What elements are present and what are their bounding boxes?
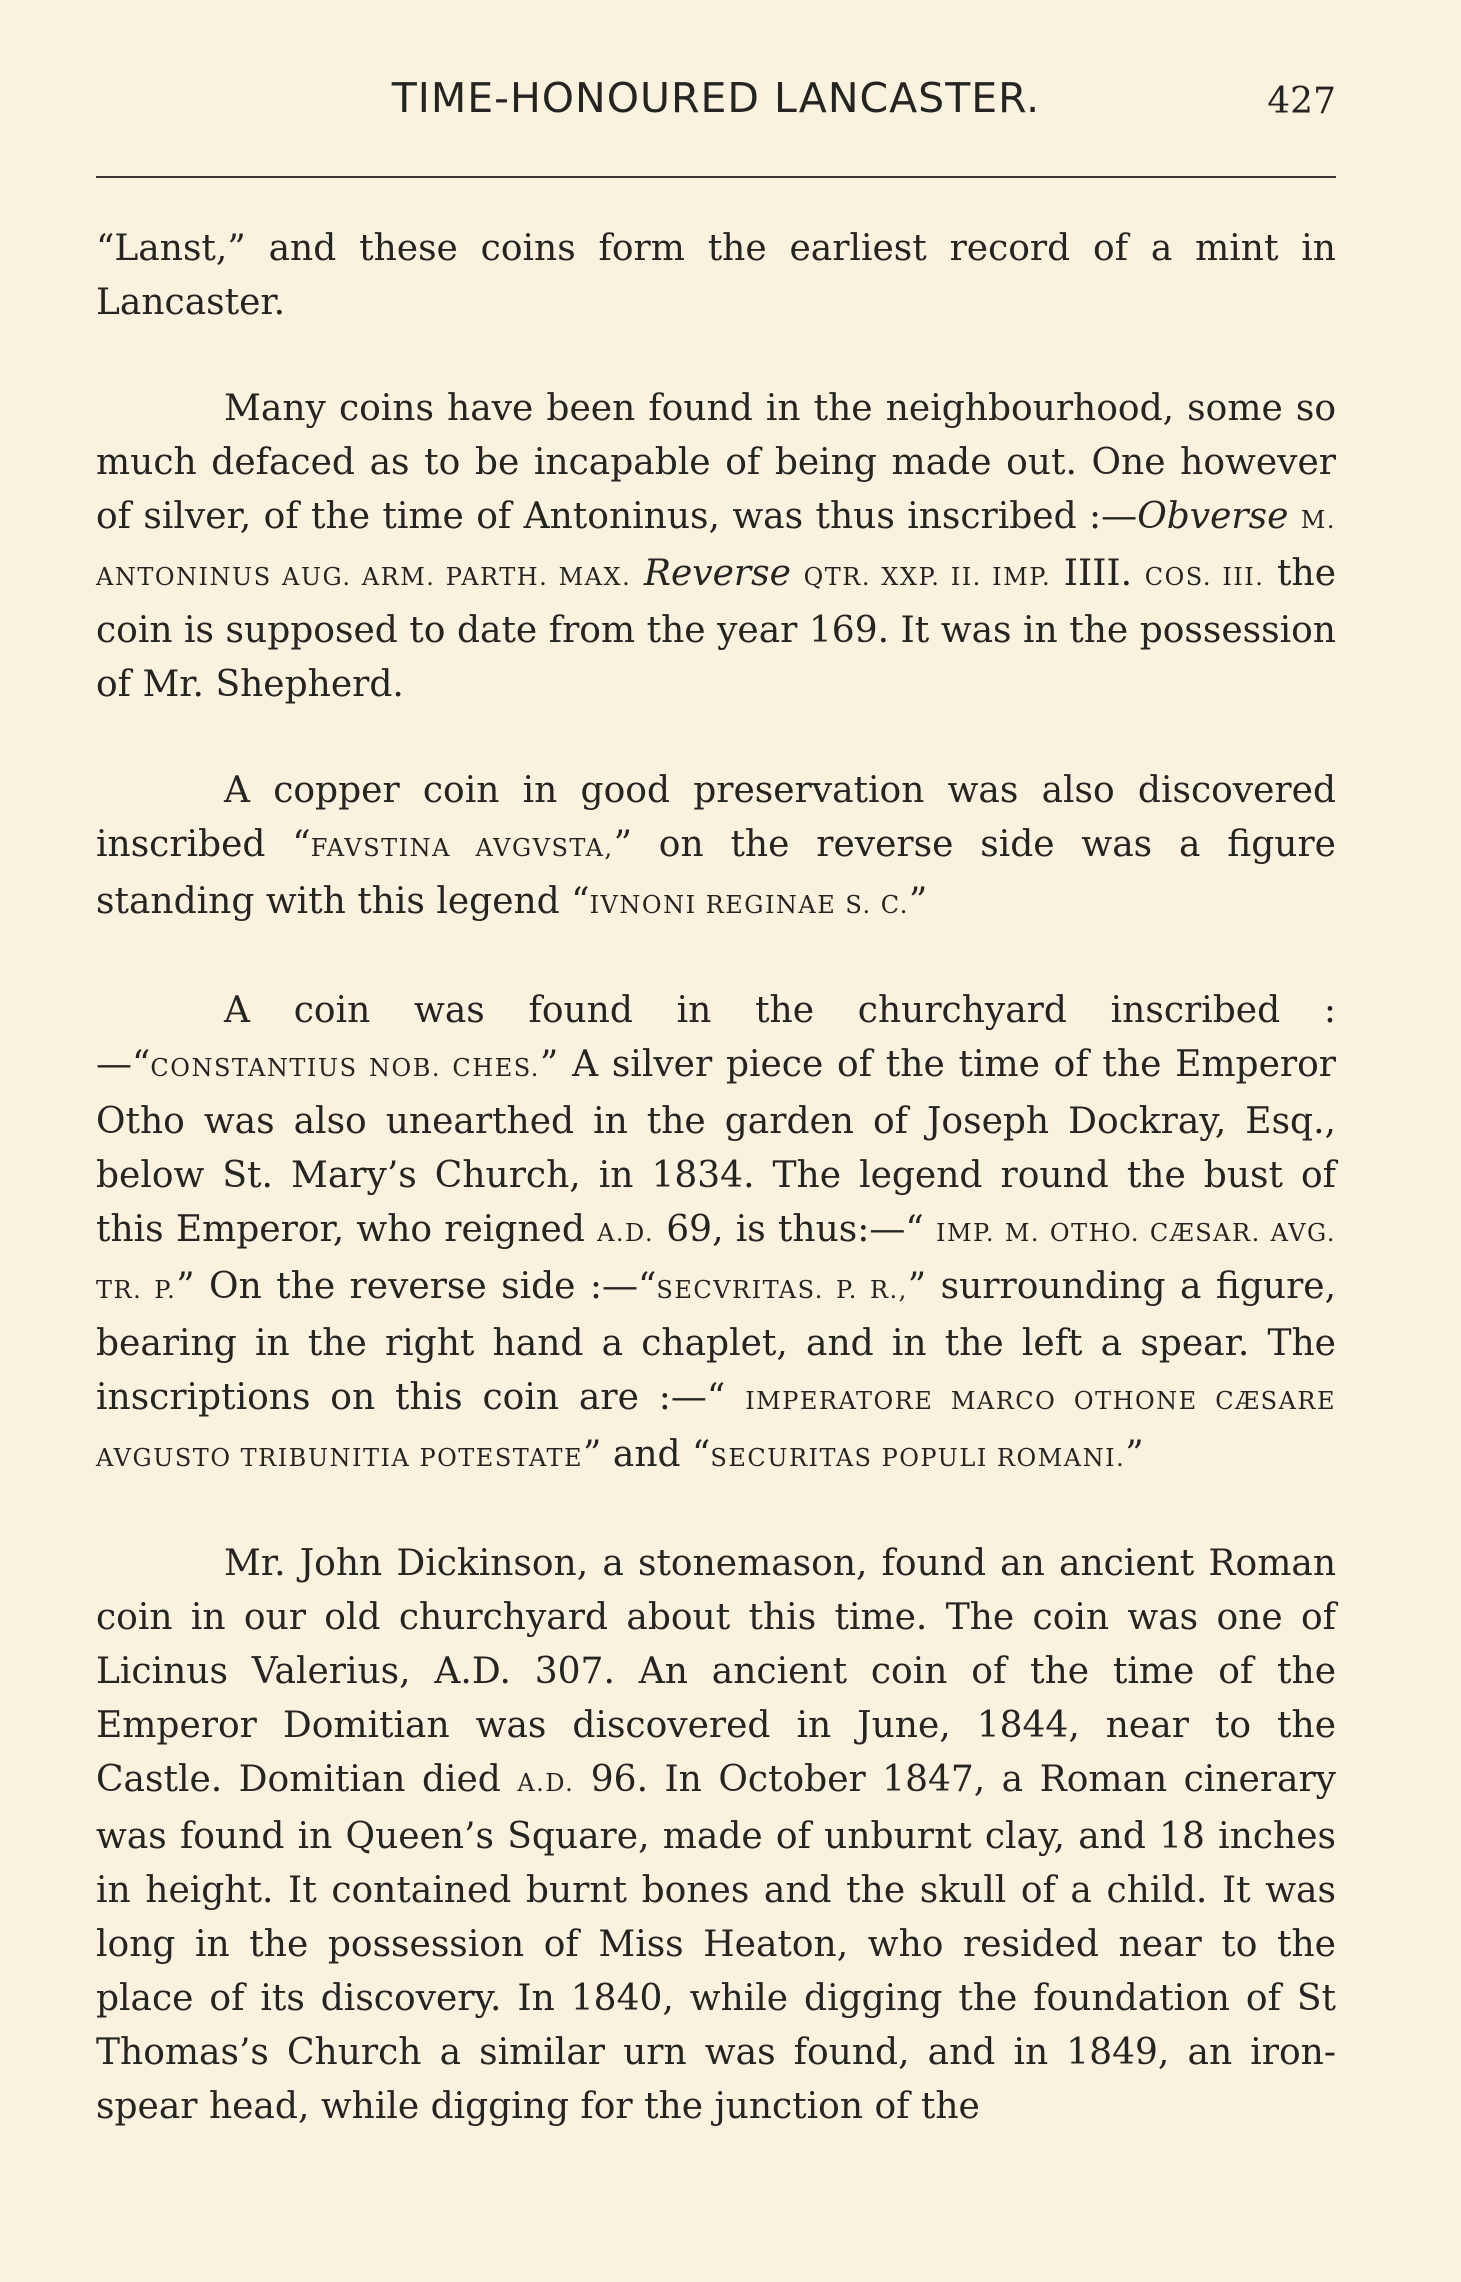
text-run: ” (1125, 1434, 1144, 1475)
text-run: ” surrounding a figure, bearing in the right hand a chaplet, and in the left a spear. The inscriptions on this coin are :—“ (96, 1266, 1337, 1418)
text-run: 69, is thus:—“ (654, 1209, 936, 1250)
text-run: “Lanst,” and these coins form the earliest record of a mint in Lancaster. (96, 228, 1336, 323)
paragraph (96, 1537, 1336, 2134)
italic-text: Reverse (643, 553, 791, 594)
inscription-text: IMPERATORE MARCO OTHONE CÆSARE AVGUSTO TRIBUNITIA POTESTATE (96, 1387, 1337, 1472)
text-run: IIII. (1051, 553, 1145, 594)
header-rule (96, 176, 1336, 178)
text-run: A coin was found in the churchyard inscribed :—“ (96, 990, 1336, 1085)
text-run (631, 553, 644, 594)
paragraph (96, 984, 1336, 1485)
inscription-text: SECVRITAS. P. R., (656, 1276, 908, 1304)
italic-text: Obverse (1137, 496, 1289, 537)
text-run: ” on the reverse side was a figure standing with this legend “ (96, 824, 1336, 922)
text-run: ” (908, 881, 928, 922)
inscription-text: A.D. (517, 1769, 575, 1797)
text-run: Mr. John Dickinson, a stonemason, found an ancient Roman coin in our old churchyard about this time. The coin was one of Licinus Valerius, A.D. 307. An ancient coin of the time of the Emperor Domitian was discovered in June, 1844, near to the Castle. Domitian died (96, 1543, 1336, 1800)
inscription-text: IVNONI REGINAE S. C. (589, 891, 909, 919)
page-number: 427 (1267, 81, 1336, 122)
body-text (96, 222, 1336, 2134)
text-run: ” A silver piece of the time of the Emperor Otho was also unearthed in the garden of Joseph Dockray, Esq., below St. Mary’s Church, in 1834. The legend round the bust of this Emperor, who reigned (96, 1044, 1336, 1250)
paragraph (96, 222, 1336, 330)
text-run: A copper coin in good preservation was also discovered inscribed “ (96, 770, 1336, 865)
inscription-text: COS. III. (1144, 563, 1265, 591)
text-run: ” On the reverse side :—“ (176, 1266, 657, 1307)
paragraph (96, 382, 1336, 712)
text-run: Many coins have been found in the neighbourhood, some so much defaced as to be incapable of being made out. One however of silver, of the time of Antoninus, was thus inscribed :— (96, 388, 1336, 537)
running-title: TIME-HONOURED LANCASTER. (391, 74, 1041, 122)
inscription-text: M. ANTONINUS AUG. ARM. PARTH. MAX. (96, 506, 1336, 591)
inscription-text: FAVSTINA AVGVSTA, (310, 834, 614, 862)
running-head (96, 68, 1336, 128)
inscription-text: QTR. XXP. II. IMP. (803, 563, 1052, 591)
inscription-text: A.D. (597, 1219, 655, 1247)
text-run: 96. In October 1847, a Roman cinerary was found in Queen’s Square, made of unburnt clay, and 18 inches in height. It contained burnt bones and the skull of a child. It was long in the possession of Miss Heaton, who resided near to the place of its discovery. In 1840, while digging the foundation of St Thomas’s Church a similar urn was found, and in 1849, an iron-spear head, while digging for the junction of the (96, 1759, 1337, 2127)
paragraph (96, 764, 1336, 932)
inscription-text: CONSTANTIUS NOB. CHES. (150, 1054, 540, 1082)
text-run: ” and “ (583, 1434, 711, 1475)
text-run (1288, 496, 1300, 537)
text-run: the coin is supposed to date from the year 169. It was in the possession of Mr. Shepherd. (96, 553, 1336, 705)
inscription-text: SECURITAS POPULI ROMANI. (710, 1444, 1126, 1472)
inscription-text: IMP. M. OTHO. CÆSAR. AVG. TR. P. (96, 1219, 1336, 1304)
text-run (791, 553, 804, 594)
